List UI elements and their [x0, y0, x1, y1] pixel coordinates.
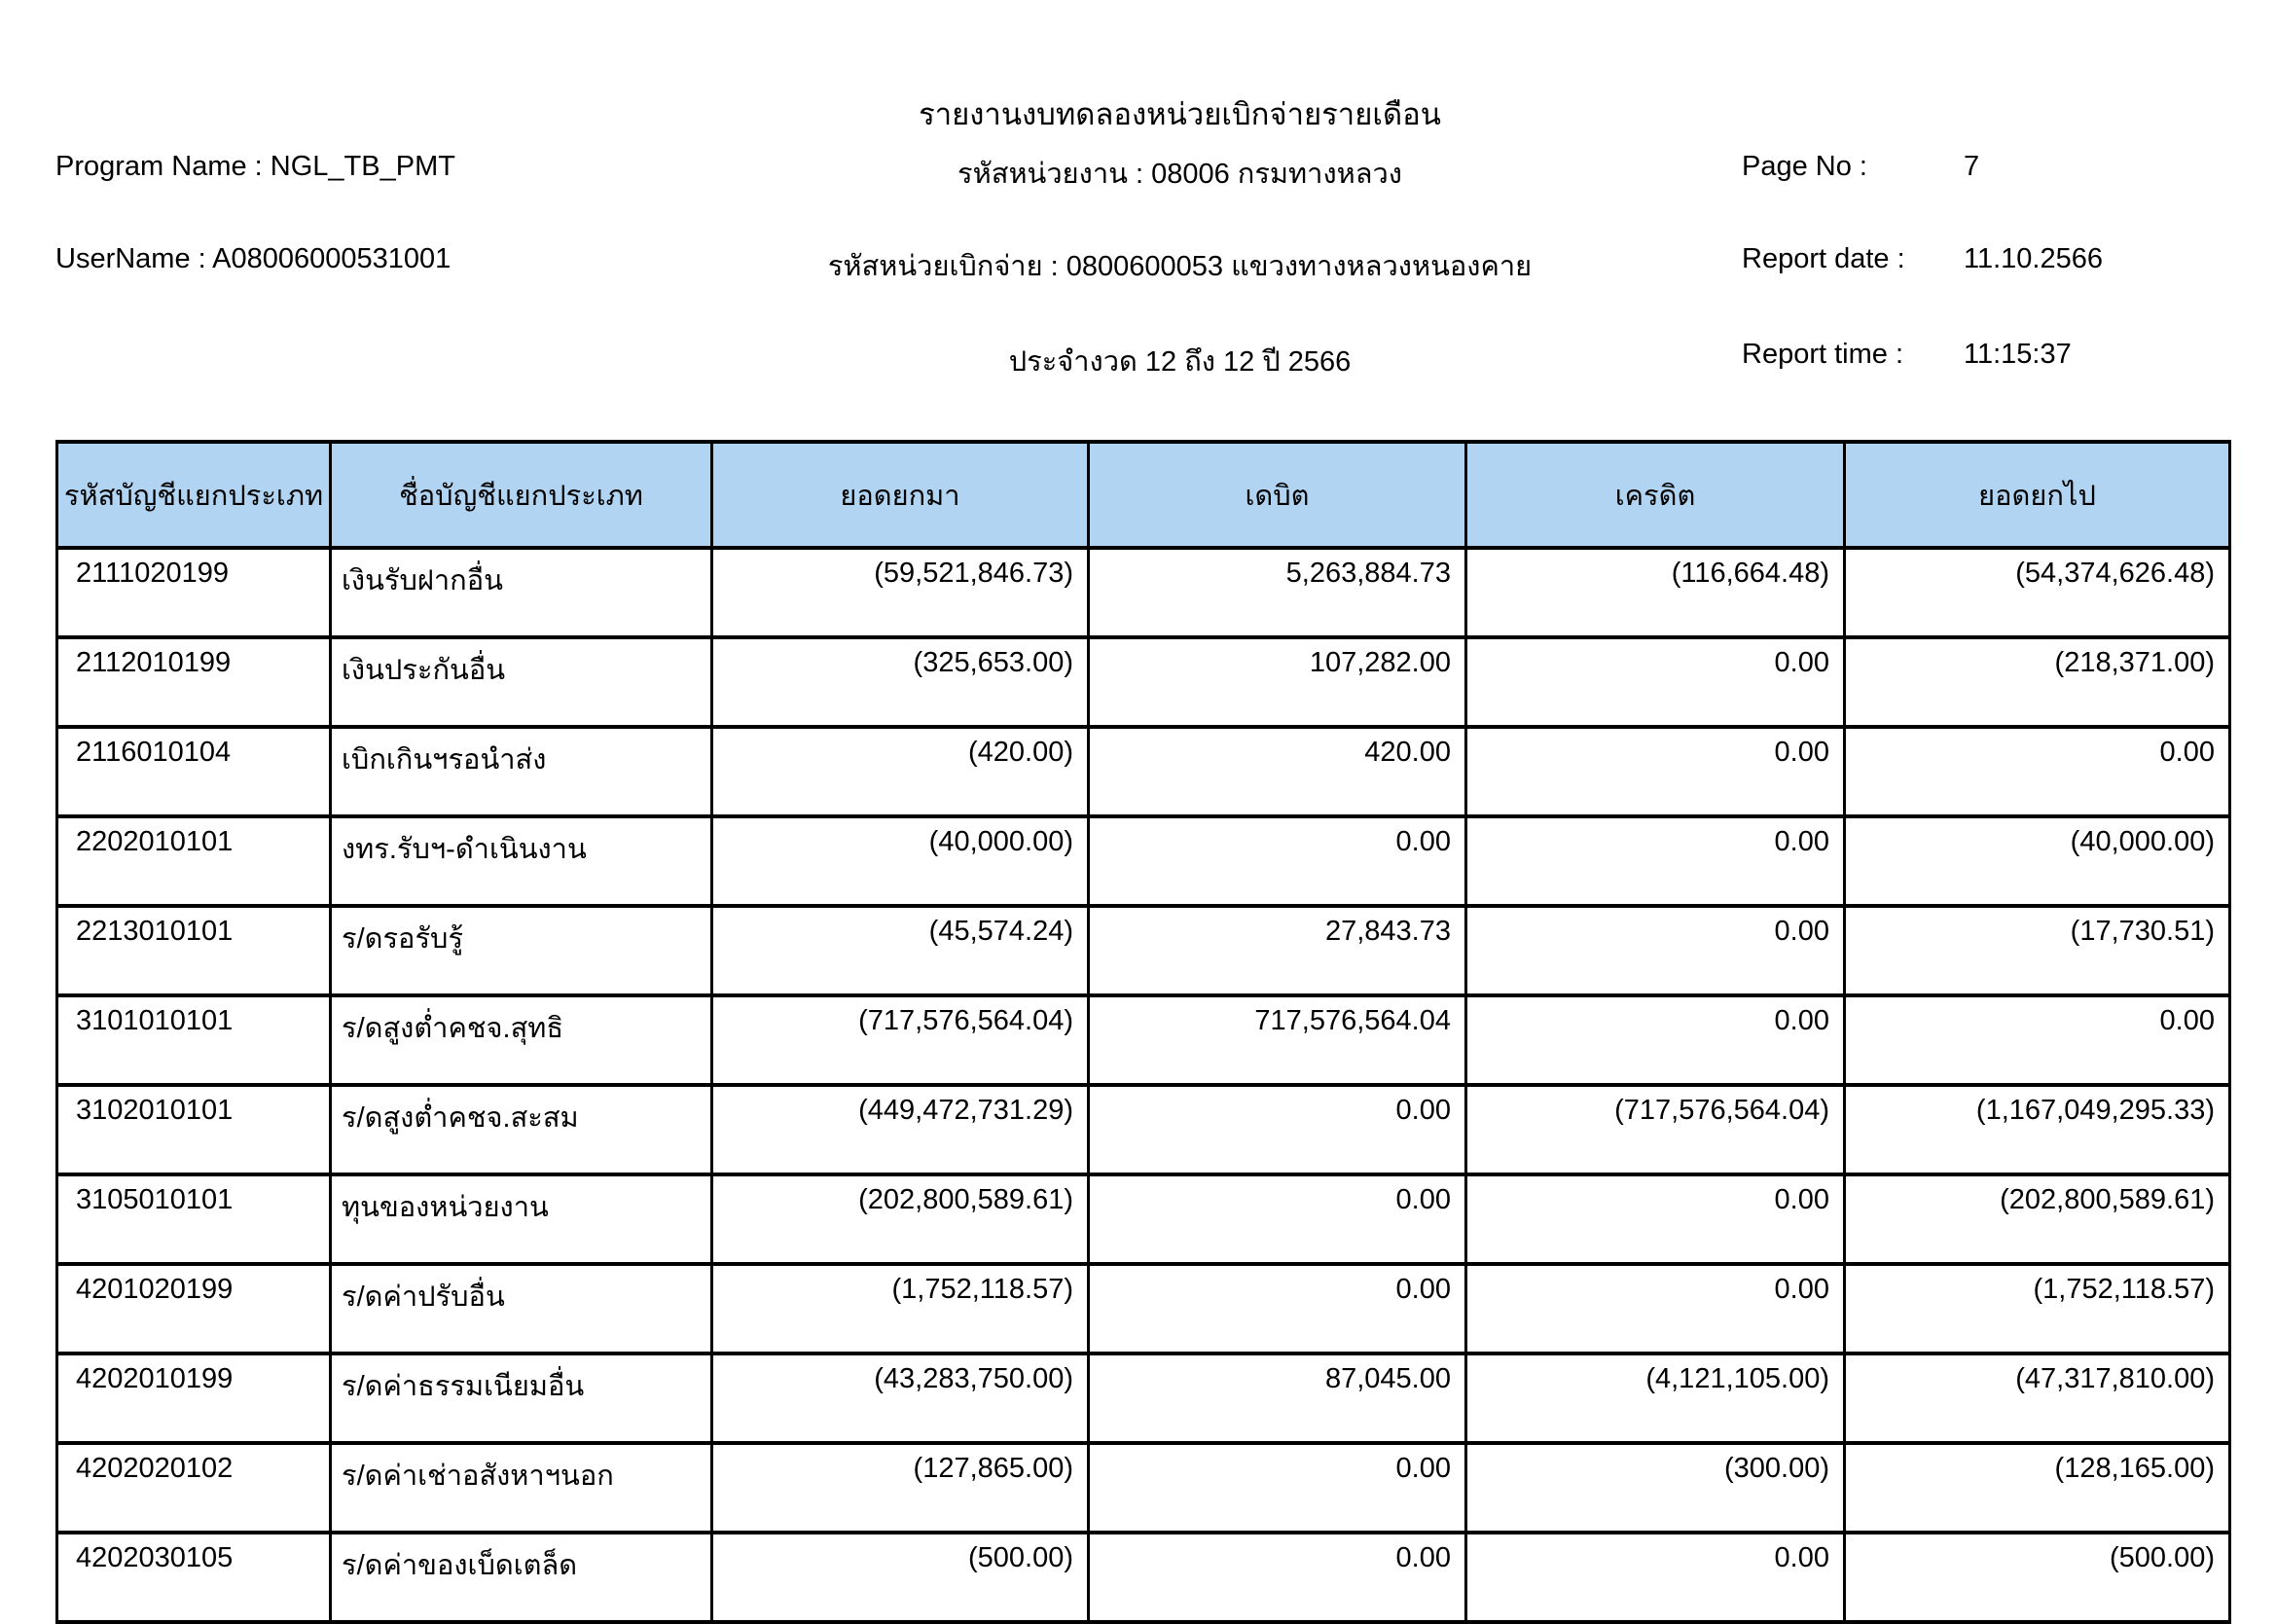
page-no-value: 7: [1964, 151, 1980, 182]
header-closing-balance: ยอดยกไป: [1845, 442, 2230, 548]
account-code-cell: 2116010104: [57, 727, 331, 816]
account-code-cell: 4202020102: [57, 1443, 331, 1533]
header-account-name: ชื่อบัญชีแยกประเภท: [331, 442, 712, 548]
opening-balance-cell: (43,283,750.00): [712, 1353, 1089, 1443]
report-title: รายงานงบทดลองหน่วยเบิกจ่ายรายเดือน: [919, 97, 1441, 131]
table-row: [57, 1353, 2230, 1443]
table-row: [57, 548, 2230, 637]
account-name-cell: เงินรับฝากอื่น: [331, 548, 712, 637]
account-name-cell: งทร.รับฯ-ดำเนินงาน: [331, 816, 712, 906]
debit-cell: 420.00: [1089, 727, 1466, 816]
credit-cell: 0.00: [1466, 1264, 1845, 1353]
table-row: [57, 1443, 2230, 1533]
closing-balance-cell: 0.00: [1845, 995, 2230, 1085]
page-no-label: Page No :: [1742, 151, 1867, 182]
credit-cell: 0.00: [1466, 816, 1845, 906]
disbursement-unit-line: รหัสหน่วยเบิกจ่าย : 0800600053 แขวงทางหลวงหนองคาย: [827, 251, 1533, 282]
account-name-cell: ทุนของหน่วยงาน: [331, 1174, 712, 1264]
opening-balance-cell: (45,574.24): [712, 906, 1089, 995]
period-line: ประจำงวด 12 ถึง 12 ปี 2566: [1008, 346, 1352, 378]
credit-cell: 0.00: [1466, 995, 1845, 1085]
opening-balance-cell: (59,521,846.73): [712, 548, 1089, 637]
opening-balance-cell: (717,576,564.04): [712, 995, 1089, 1085]
opening-balance-cell: (127,865.00): [712, 1443, 1089, 1533]
account-name-cell: ร/ดค่าของเบ็ดเตล็ด: [331, 1533, 712, 1622]
debit-cell: 0.00: [1089, 1533, 1466, 1622]
account-name-cell: ร/ดค่าธรรมเนียมอื่น: [331, 1353, 712, 1443]
account-code-cell: 2202010101: [57, 816, 331, 906]
report-date-value: 11.10.2566: [1964, 243, 2103, 274]
account-code-cell: 2111020199: [57, 548, 331, 637]
table-row: [57, 1264, 2230, 1353]
table-body: [57, 548, 2230, 1622]
account-code-cell: 3101010101: [57, 995, 331, 1085]
credit-cell: 0.00: [1466, 1174, 1845, 1264]
table-row: [57, 637, 2230, 727]
report-time-value: 11:15:37: [1964, 339, 2072, 370]
header-credit: เครดิต: [1466, 442, 1845, 548]
account-code-cell: 4201020199: [57, 1264, 331, 1353]
closing-balance-cell: (40,000.00): [1845, 816, 2230, 906]
debit-cell: 0.00: [1089, 1085, 1466, 1174]
table-row: [57, 1085, 2230, 1174]
table-row: [57, 906, 2230, 995]
credit-cell: 0.00: [1466, 637, 1845, 727]
account-name-cell: เบิกเกินฯรอนำส่ง: [331, 727, 712, 816]
table-row: [57, 727, 2230, 816]
debit-cell: 27,843.73: [1089, 906, 1466, 995]
account-name-cell: ร/ดรอรับรู้: [331, 906, 712, 995]
report-date-label: Report date :: [1742, 243, 1905, 274]
account-code-cell: 4202030105: [57, 1533, 331, 1622]
closing-balance-cell: 0.00: [1845, 727, 2230, 816]
header-opening-balance: ยอดยกมา: [712, 442, 1089, 548]
account-name-cell: ร/ดสูงต่ำคชจ.สะสม: [331, 1085, 712, 1174]
credit-cell: 0.00: [1466, 1533, 1845, 1622]
debit-cell: 0.00: [1089, 816, 1466, 906]
account-name-cell: ร/ดสูงต่ำคชจ.สุทธิ: [331, 995, 712, 1085]
opening-balance-cell: (325,653.00): [712, 637, 1089, 727]
table-row: [57, 1174, 2230, 1264]
table-row: [57, 816, 2230, 906]
account-code-cell: 3105010101: [57, 1174, 331, 1264]
opening-balance-cell: (40,000.00): [712, 816, 1089, 906]
program-name-line: Program Name : NGL_TB_PMT: [55, 151, 455, 182]
opening-balance-cell: (1,752,118.57): [712, 1264, 1089, 1353]
table-row: [57, 1533, 2230, 1622]
trial-balance-table: [55, 440, 2231, 1624]
username-line: UserName : A08006000531001: [55, 243, 452, 274]
credit-cell: (717,576,564.04): [1466, 1085, 1845, 1174]
table-row: [57, 995, 2230, 1085]
credit-cell: (116,664.48): [1466, 548, 1845, 637]
account-code-cell: 2112010199: [57, 637, 331, 727]
closing-balance-cell: (1,167,049,295.33): [1845, 1085, 2230, 1174]
closing-balance-cell: (17,730.51): [1845, 906, 2230, 995]
debit-cell: 0.00: [1089, 1264, 1466, 1353]
account-name-cell: ร/ดค่าปรับอื่น: [331, 1264, 712, 1353]
debit-cell: 717,576,564.04: [1089, 995, 1466, 1085]
opening-balance-cell: (420.00): [712, 727, 1089, 816]
closing-balance-cell: (202,800,589.61): [1845, 1174, 2230, 1264]
credit-cell: 0.00: [1466, 727, 1845, 816]
account-code-cell: 3102010101: [57, 1085, 331, 1174]
closing-balance-cell: (1,752,118.57): [1845, 1264, 2230, 1353]
account-name-cell: ร/ดค่าเช่าอสังหาฯนอก: [331, 1443, 712, 1533]
debit-cell: 87,045.00: [1089, 1353, 1466, 1443]
agency-code-line: รหัสหน่วยงาน : 08006 กรมทางหลวง: [957, 159, 1402, 190]
closing-balance-cell: (500.00): [1845, 1533, 2230, 1622]
closing-balance-cell: (218,371.00): [1845, 637, 2230, 727]
opening-balance-cell: (449,472,731.29): [712, 1085, 1089, 1174]
closing-balance-cell: (47,317,810.00): [1845, 1353, 2230, 1443]
closing-balance-cell: (128,165.00): [1845, 1443, 2230, 1533]
opening-balance-cell: (202,800,589.61): [712, 1174, 1089, 1264]
header-account-code: รหัสบัญชีแยกประเภท: [57, 442, 331, 548]
opening-balance-cell: (500.00): [712, 1533, 1089, 1622]
account-code-cell: 2213010101: [57, 906, 331, 995]
closing-balance-cell: (54,374,626.48): [1845, 548, 2230, 637]
table-header-row: [57, 442, 2230, 548]
account-code-cell: 4202010199: [57, 1353, 331, 1443]
report-time-label: Report time :: [1742, 339, 1903, 370]
credit-cell: 0.00: [1466, 906, 1845, 995]
credit-cell: (4,121,105.00): [1466, 1353, 1845, 1443]
debit-cell: 5,263,884.73: [1089, 548, 1466, 637]
debit-cell: 107,282.00: [1089, 637, 1466, 727]
credit-cell: (300.00): [1466, 1443, 1845, 1533]
debit-cell: 0.00: [1089, 1443, 1466, 1533]
account-name-cell: เงินประกันอื่น: [331, 637, 712, 727]
header-debit: เดบิต: [1089, 442, 1466, 548]
debit-cell: 0.00: [1089, 1174, 1466, 1264]
